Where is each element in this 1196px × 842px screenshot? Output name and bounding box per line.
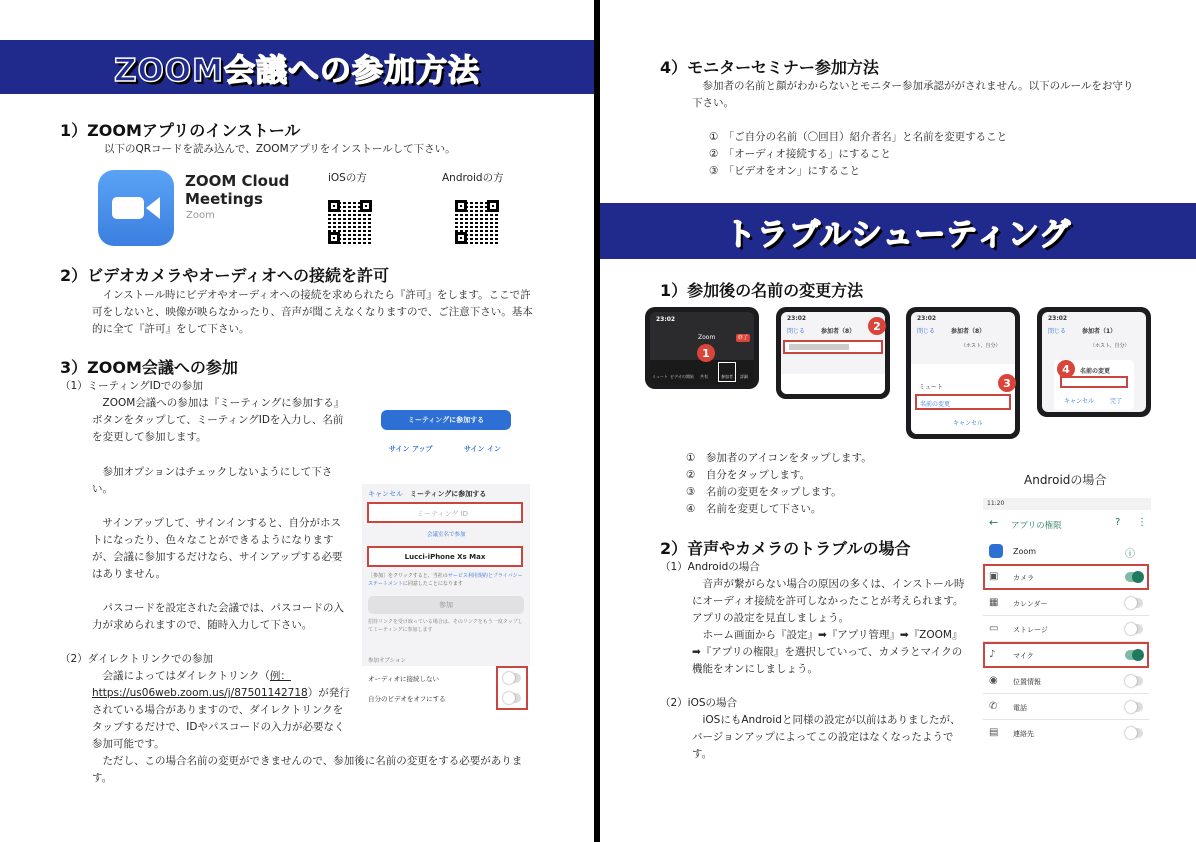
section-3-para-2: 参加オプションはチェックしないようにして下さい。: [92, 466, 333, 495]
section-3-para-6: ただし、この場合名前の変更ができませんので、参加後に名前の変更をする必要があります。: [92, 755, 523, 784]
android-status-time: 11:20: [987, 500, 1005, 507]
android-label: Androidの方: [442, 172, 504, 184]
section-3-heading: 3）ZOOM会議への参加: [60, 358, 238, 377]
android-text-2: ホーム画面から『設定』➡『アプリ管理』➡『ZOOM』➡『アプリの権限』を選択していって、カメラとマイクの機能をオンにしましょう。: [692, 629, 963, 675]
section-1-heading: 1）ZOOMアプリのインストール: [60, 121, 301, 140]
camera-icon: ▣: [989, 571, 999, 582]
menu-cancel[interactable]: キャンセル: [953, 420, 984, 427]
example-link[interactable]: 例：https://us06web.zoom.us/j/87501142718: [92, 670, 308, 699]
phone-4-close[interactable]: 閉じる: [1048, 328, 1067, 335]
menu-mute[interactable]: ミュート: [919, 384, 943, 391]
terms-end: に同意したことになります: [402, 581, 463, 587]
app-vendor: Zoom: [186, 210, 215, 221]
phone-screenshot-4: [1037, 307, 1151, 417]
android-sub-heading: （1）Androidの場合: [660, 561, 760, 573]
zoom-app-icon: [98, 170, 174, 246]
permission-label-storage: ストレージ: [1013, 626, 1048, 634]
phone-2-participants-title: 参加者（8）: [821, 328, 856, 335]
permission-row-location[interactable]: [983, 668, 1149, 694]
permission-row-storage[interactable]: [983, 616, 1149, 642]
location-icon: ◉: [989, 675, 998, 686]
phone-3-participants-title: 参加者（8）: [951, 328, 986, 335]
phone-screenshot-1: [645, 307, 759, 389]
option-no-audio-label: オーディオに接続しない: [368, 675, 439, 683]
rename-ok[interactable]: 完了: [1110, 398, 1123, 405]
android-screen-title: アプリの権限: [1011, 521, 1062, 531]
phone-3-close[interactable]: 閉じる: [917, 328, 936, 335]
phone-4-host-tag: （ホスト、自分）: [1090, 343, 1130, 349]
more-options-icon[interactable]: ⋮: [1137, 517, 1147, 528]
phone-2-time: 23:02: [787, 315, 807, 322]
permission-row-contacts[interactable]: [983, 720, 1149, 746]
toolbar-more[interactable]: 詳細: [740, 374, 748, 379]
permission-row-calendar[interactable]: [983, 590, 1149, 616]
participants-highlight: [718, 362, 736, 382]
permission-label-calendar: カレンダー: [1013, 600, 1048, 608]
phone-3-host-tag: （ホスト、自分）: [961, 343, 1001, 349]
section-2-heading: 2）ビデオカメラやオーディオへの接続を許可: [60, 266, 390, 285]
step-badge-4: 4: [1057, 360, 1075, 378]
rename-step-4: ④ 名前を変更して下さい。: [686, 503, 822, 515]
contacts-icon: ▤: [989, 727, 999, 738]
page-divider: [594, 0, 600, 842]
join-screen-title: ミーティングに参加する: [410, 490, 487, 498]
phone-screenshot-3: [906, 307, 1020, 439]
location-toggle[interactable]: [1125, 676, 1143, 686]
permission-label-mic: マイク: [1013, 652, 1034, 660]
section-3-sub-2: （2）ダイレクトリンクでの参加: [60, 653, 214, 665]
mic-icon: ♪: [989, 649, 996, 660]
trouble-1-heading: 1）参加後の名前の変更方法: [660, 281, 864, 300]
phone-3-time: 23:02: [917, 315, 937, 322]
ios-text: iOSにもAndroidと同様の設定が以前はありましたが、バージョンアップによってこの設定はなくなったようです。: [692, 714, 961, 760]
toolbar-participants[interactable]: 参加者: [721, 374, 733, 379]
section-3-para-4: パスコードを設定された会議では、パスコードの入力が求められますので、随時入力して下さい。: [92, 602, 344, 631]
android-back-icon[interactable]: ←: [989, 516, 999, 529]
zoom-small-icon: [989, 544, 1003, 558]
no-audio-toggle[interactable]: [503, 673, 521, 683]
step-badge-1: 1: [697, 344, 715, 362]
rename-step-3: ③ 名前の変更をタップします。: [686, 486, 842, 498]
para-5-end: ）が発行されている場合がありますので、ダイレクトリンクをタップするだけで、IDやパスコードの入力が必要なく参加可能です。: [92, 687, 350, 750]
section-2-text: インストール時にビデオやオーディオへの接続を求められたら『許可』をします。ここで許可をしないと、映像が映らなかったり、音声が聞こえなくなりますので、ご注意下さい。基本的に全て『許可』をして下さい。: [92, 289, 533, 335]
phone-4-time: 23:02: [1048, 315, 1068, 322]
permission-label-phone: 電話: [1013, 704, 1027, 712]
sign-up-link[interactable]: サイン アップ: [389, 445, 433, 453]
phone-1-zoom-label: Zoom: [698, 334, 716, 341]
contacts-toggle[interactable]: [1125, 728, 1143, 738]
cancel-link[interactable]: キャンセル: [368, 490, 403, 498]
right-title-banner: [600, 203, 1196, 259]
phone-toggle[interactable]: [1125, 702, 1143, 712]
name-input-highlight[interactable]: [1060, 376, 1128, 388]
rename-step-1: ① 参加者のアイコンをタップします。: [686, 452, 872, 464]
android-app-name: Zoom: [1013, 547, 1037, 556]
ios-qr-code[interactable]: [328, 200, 372, 244]
toolbar-video[interactable]: ビデオの開始: [670, 374, 694, 379]
phone-2-close[interactable]: 閉じる: [787, 328, 806, 335]
terms-link[interactable]: サービス利用規約とプライバシーステートメント: [368, 573, 523, 587]
permission-label-camera: カメラ: [1013, 574, 1034, 582]
meeting-id-placeholder: ミーティング ID: [417, 510, 468, 518]
app-name-line-2: Meetings: [185, 190, 263, 208]
rename-cancel[interactable]: キャンセル: [1064, 398, 1095, 405]
calendar-icon: ▦: [989, 597, 999, 608]
menu-rename[interactable]: 名前の変更: [920, 401, 951, 408]
join-meeting-button[interactable]: ミーティングに参加する: [381, 410, 511, 430]
android-permissions-screen: [983, 498, 1151, 746]
left-title-banner: [0, 40, 594, 94]
camera-row-highlight: [983, 564, 1149, 590]
device-name-input[interactable]: Lucci-iPhone Xs Max: [367, 546, 523, 567]
video-off-toggle[interactable]: [503, 693, 521, 703]
toolbar-share[interactable]: 共有: [700, 374, 708, 379]
phone-1-time: 23:02: [656, 316, 676, 323]
ios-sub-heading: （2）iOSの場合: [660, 697, 738, 709]
invite-note: 招待リンクを受け取っている場合は、そのリンクをもう一度タップしてミーティングに参加します: [368, 619, 523, 633]
app-info-icon[interactable]: ⓘ: [1125, 549, 1135, 560]
trouble-2-heading: 2）音声やカメラのトラブルの場合: [660, 539, 911, 558]
rule-2: ② 「オーディオ接続する」にすること: [709, 148, 891, 160]
end-meeting-button[interactable]: 終了: [737, 335, 748, 341]
mic-row-highlight: [983, 642, 1149, 668]
terms-start: ［参加］をクリックすると、当社の: [368, 573, 448, 579]
meeting-id-input[interactable]: [367, 502, 523, 523]
section-3-para-3: サインアップして、サインインすると、自分がホストになったり、色々なことができるようになりますが、会議に参加するだけなら、サインアップする必要はありません。: [92, 517, 343, 580]
rename-step-2: ② 自分をタップします。: [686, 469, 811, 481]
section-1-text: 以下のQRコードを読み込んで、ZOOMアプリをインストールして下さい。: [104, 143, 456, 155]
permission-label-location: 位置情報: [1013, 678, 1041, 686]
rule-1: ① 「ご自分の名前（〇回目）紹介者名」と名前を変更すること: [709, 131, 1008, 143]
folder-icon: ▭: [989, 623, 999, 634]
section-3-sub-1: （1）ミーティングIDでの参加: [60, 380, 203, 392]
calendar-toggle[interactable]: [1125, 598, 1143, 608]
sign-in-link[interactable]: サイン イン: [464, 445, 501, 453]
section-4-heading: 4）モニターセミナー参加方法: [660, 58, 879, 77]
step-badge-3: 3: [998, 374, 1016, 392]
phone-4-participants-title: 参加者（1）: [1082, 328, 1117, 335]
join-options-header: 参加オプション: [368, 658, 407, 664]
section-4-text: 参加者の名前と顔がわからないとモニター参加承認ががされません。以下のルールをお守り下さい。: [692, 80, 1134, 109]
android-qr-code[interactable]: [455, 200, 499, 244]
step-badge-2: 2: [868, 317, 886, 335]
rule-3: ③ 「ビデオをオン」にすること: [709, 165, 860, 177]
para-5-start: 会議によってはダイレクトリンク（: [92, 670, 270, 682]
help-icon[interactable]: ?: [1115, 517, 1121, 528]
section-3-para-5: [92, 668, 352, 753]
zoom-join-screen: [362, 400, 530, 710]
android-text-1: 音声が繋がらない場合の原因の多くは、インストール時にオーディオ接続を許可しなかったことが考えられます。アプリの設定を見直しましょう。: [692, 578, 965, 624]
terms-text: [368, 572, 526, 588]
android-case-label: Androidの場合: [1024, 473, 1107, 487]
storage-toggle[interactable]: [1125, 624, 1143, 634]
ios-label: iOSの方: [328, 172, 367, 184]
join-by-name-link[interactable]: 会議室名で参加: [427, 532, 466, 538]
left-title-text: ZOOM会議への参加方法: [113, 52, 481, 89]
option-video-off-label: 自分のビデオをオフにする: [368, 695, 446, 703]
section-3-para-1: ZOOM会議への参加は『ミーティングに参加する』ボタンをタップして、ミーティングIDを入力し、名前を変更して参加します。: [92, 397, 344, 443]
right-title-text: トラブルシューティング: [724, 216, 1072, 253]
phone-icon: ✆: [989, 701, 998, 712]
toolbar-mute[interactable]: ミュート: [652, 374, 668, 379]
permission-row-phone[interactable]: [983, 694, 1149, 720]
rename-dialog-title: 名前の変更: [1080, 368, 1111, 375]
join-submit-button[interactable]: 参加: [368, 596, 524, 614]
app-name-line-1: ZOOM Cloud: [185, 172, 290, 190]
phone-screenshot-2: [776, 307, 890, 399]
permission-label-contacts: 連絡先: [1013, 730, 1034, 738]
